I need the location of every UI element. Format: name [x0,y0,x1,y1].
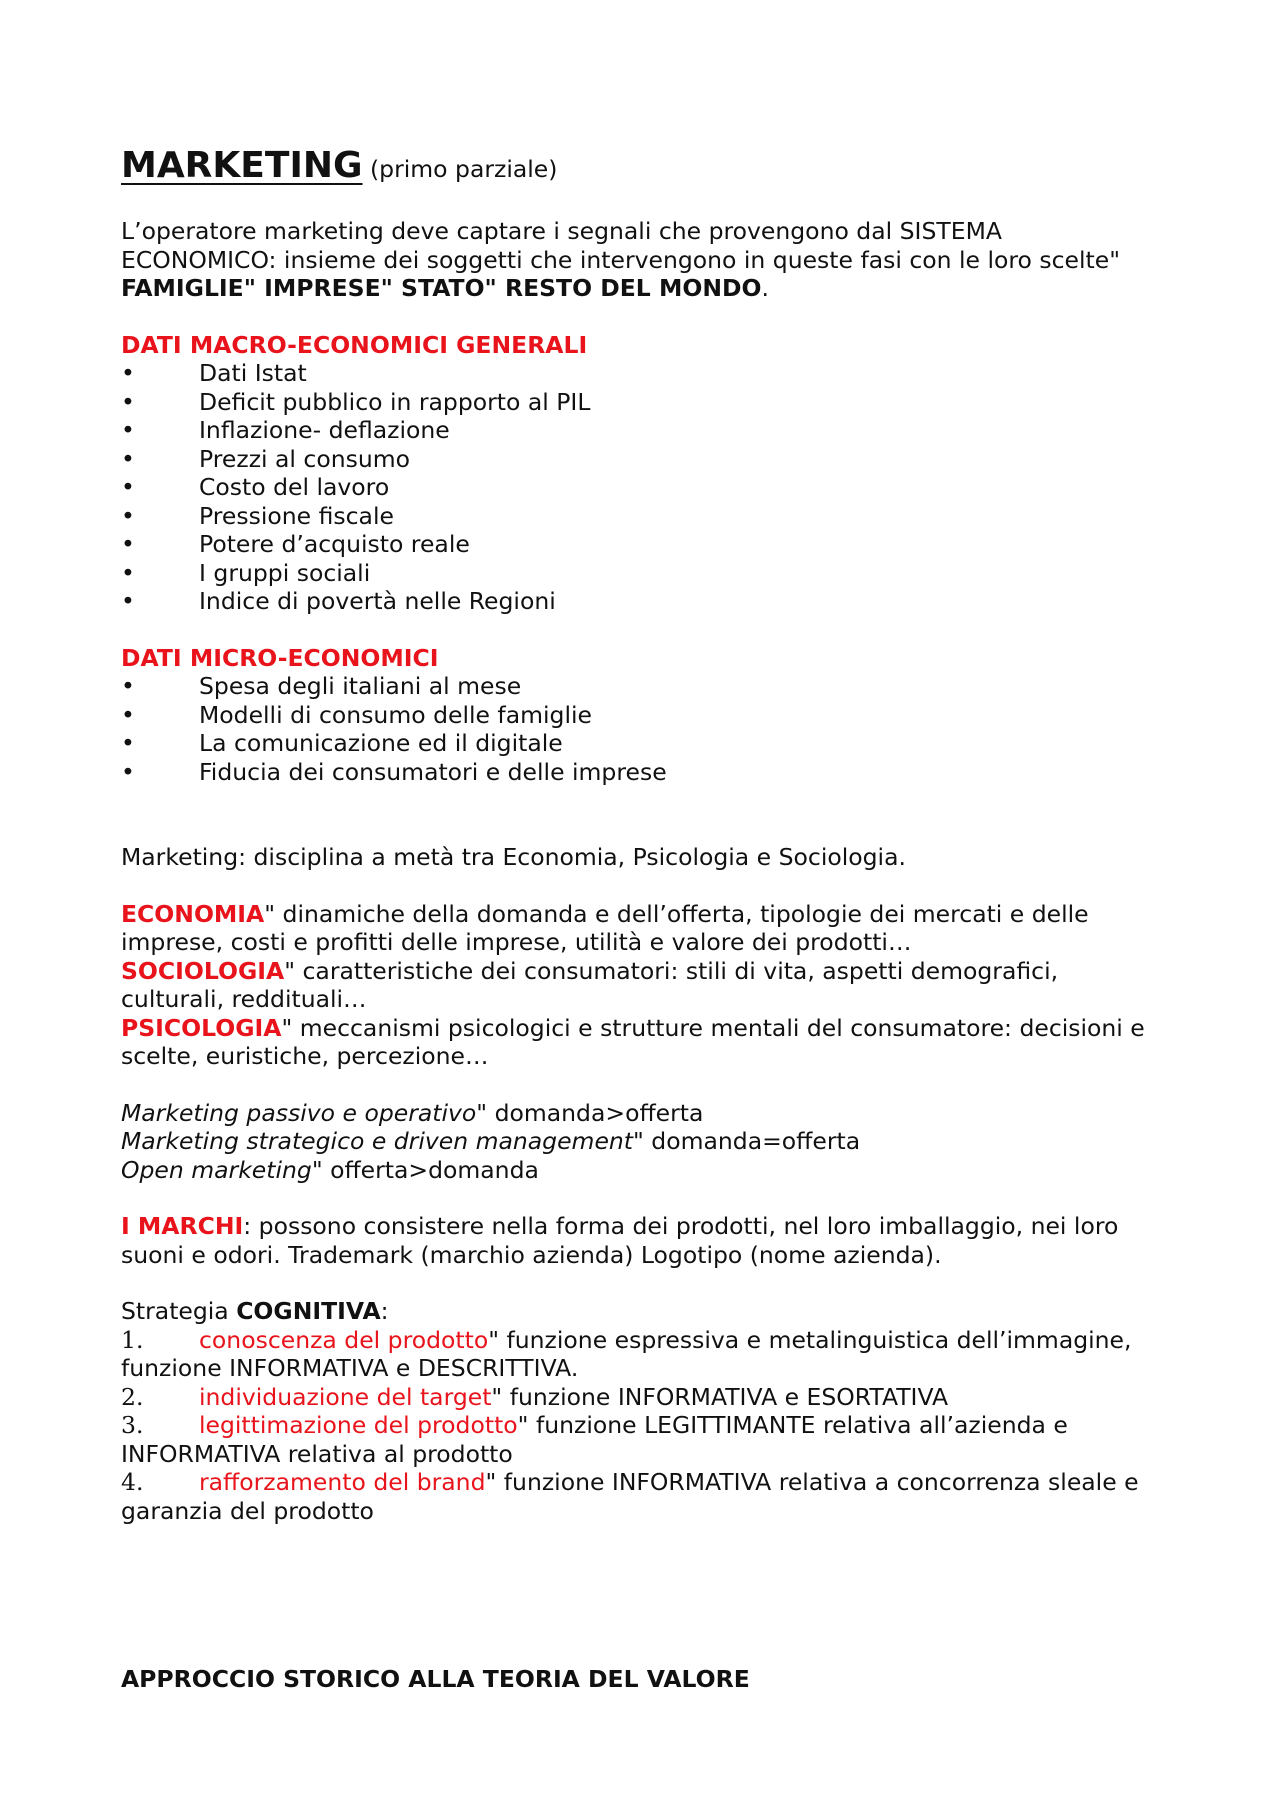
item-number: 3. [121,1411,144,1439]
strategia-bold: COGNITIVA [236,1297,381,1325]
marketing-type [121,1156,1161,1185]
bullet-icon: • [121,387,135,416]
strategia-term: rafforzamento del brand [199,1468,486,1496]
marchi-paragraph [121,1212,1161,1269]
discipline-economia [121,900,1161,957]
marketing-type-relation: " domanda>offerta [476,1098,704,1127]
intro-end: . [761,274,769,302]
bullet-icon: • [121,558,135,587]
marketing-type-relation: " domanda=offerta [633,1127,861,1155]
strategia-suffix: : [380,1297,389,1325]
list-item-text: La comunicazione ed il digitale [199,729,563,757]
list-item-text: Deficit pubblico in rapporto al PIL [199,387,591,416]
intro-text: L’operatore marketing deve captare i segnali che provengono dal SISTEMA ECONOMICO: insieme dei soggetti che intervengono in queste fasi con le loro scelte" [121,217,1121,274]
strategia-item [121,1411,1161,1468]
discipline-term: ECONOMIA [121,899,265,928]
strategia-term: individuazione del target [199,1382,492,1411]
list-item [121,530,1161,559]
list-item [121,416,1161,445]
bullet-icon: • [121,416,135,444]
list-item-text: Inflazione- deflazione [199,416,450,444]
bullet-icon: • [121,672,135,700]
discipline-sociologia [121,957,1161,1014]
list-item [121,359,1161,388]
list-item [121,701,1161,730]
marchi-term: I MARCHI [121,1212,244,1240]
bullet-icon: • [121,359,135,387]
bullet-icon: • [121,530,135,558]
list-item [121,587,1161,616]
list-item [121,388,1161,417]
bullet-icon: • [121,757,135,786]
strategia-term: legittimazione del prodotto [199,1411,518,1439]
list-item-text: Fiducia dei consumatori e delle imprese [199,757,667,786]
list-item [121,445,1161,474]
strategia-item [121,1468,1161,1525]
bullet-icon: • [121,700,135,729]
intro-paragraph [121,217,1161,303]
marketing-type-name: Open marketing [121,1155,312,1184]
micro-list [121,672,1161,786]
strategia-text: " funzione INFORMATIVA relativa a concorrenza sleale e garanzia del prodotto [121,1468,1139,1525]
marketing-definition: Marketing: disciplina a metà tra Economia, Psicologia e Sociologia. [121,843,906,871]
page-subtitle: (primo parziale) [370,155,558,183]
list-item-text: Indice di povertà nelle Regioni [199,587,556,615]
list-item [121,502,1161,531]
page-title: MARKETING [121,145,363,186]
micro-heading: DATI MICRO-ECONOMICI [121,643,439,672]
bullet-icon: • [121,587,135,615]
list-item [121,559,1161,588]
discipline-text: " dinamiche della domanda e dell’offerta, tipologie dei mercati e delle imprese, costi e profitti delle imprese, utilità e valore dei prodotti… [121,899,1089,956]
item-number: 4. [121,1468,144,1496]
marchi-text: : possono consistere nella forma dei prodotti, nel loro imballaggio, nei loro suoni e odori. Trademark (marchio azienda) Logotipo (nome azienda). [121,1212,1119,1269]
list-item-text: Pressione fiscale [199,501,394,530]
strategia-text: " funzione INFORMATIVA e ESORTATIVA [491,1382,949,1411]
list-item [121,758,1161,787]
list-item [121,473,1161,502]
item-number: 1. [121,1325,144,1354]
bullet-icon: • [121,444,135,473]
discipline-text: " meccanismi psicologici e strutture mentali del consumatore: decisioni e scelte, euristiche, percezione… [121,1013,1145,1070]
marketing-type-name: Marketing passivo e operativo [121,1098,477,1127]
list-item-text: Costo del lavoro [199,473,390,501]
title-line [121,146,1161,189]
strategia-heading [121,1297,1161,1326]
bullet-icon: • [121,501,135,530]
section-heading: APPROCCIO STORICO ALLA TEORIA DEL VALORE [121,1665,750,1693]
discipline-text: " caratteristiche dei consumatori: stili di vita, aspetti demografici, culturali, reddituali… [121,956,1059,1013]
list-item-text: Potere d’acquisto reale [199,530,470,558]
macro-heading: DATI MACRO-ECONOMICI GENERALI [121,330,588,359]
list-item-text: Spesa degli italiani al mese [199,672,522,700]
bullet-icon: • [121,473,135,501]
strategia-item [121,1326,1161,1383]
list-item-text: I gruppi sociali [199,558,371,587]
list-item-text: Modelli di consumo delle famiglie [199,700,592,729]
marketing-type [121,1099,1161,1128]
marketing-type-relation: " offerta>domanda [311,1155,539,1184]
item-number: 2. [121,1382,144,1411]
list-item [121,672,1161,701]
strategia-item [121,1383,1161,1412]
intro-bold: FAMIGLIE" IMPRESE" STATO" RESTO DEL MONDO [121,274,762,302]
list-item-text: Dati Istat [199,359,307,387]
bullet-icon: • [121,729,135,757]
discipline-term: PSICOLOGIA [121,1013,282,1042]
strategia-text: " funzione LEGITTIMANTE relativa all’azienda e INFORMATIVA relativa al prodotto [121,1411,1068,1468]
list-item [121,729,1161,758]
strategia-prefix: Strategia [121,1297,237,1325]
list-item-text: Prezzi al consumo [199,444,411,473]
macro-list [121,359,1161,616]
strategia-text: " funzione espressiva e metalinguistica dell’immagine, funzione INFORMATIVA e DESCRITTIVA. [121,1325,1132,1382]
strategia-term: conoscenza del prodotto [199,1325,489,1354]
marketing-type [121,1127,1161,1156]
document-body [121,146,1161,1694]
marketing-type-name: Marketing strategico e driven management [121,1127,634,1155]
discipline-term: SOCIOLOGIA [121,956,285,985]
discipline-psicologia [121,1014,1161,1071]
